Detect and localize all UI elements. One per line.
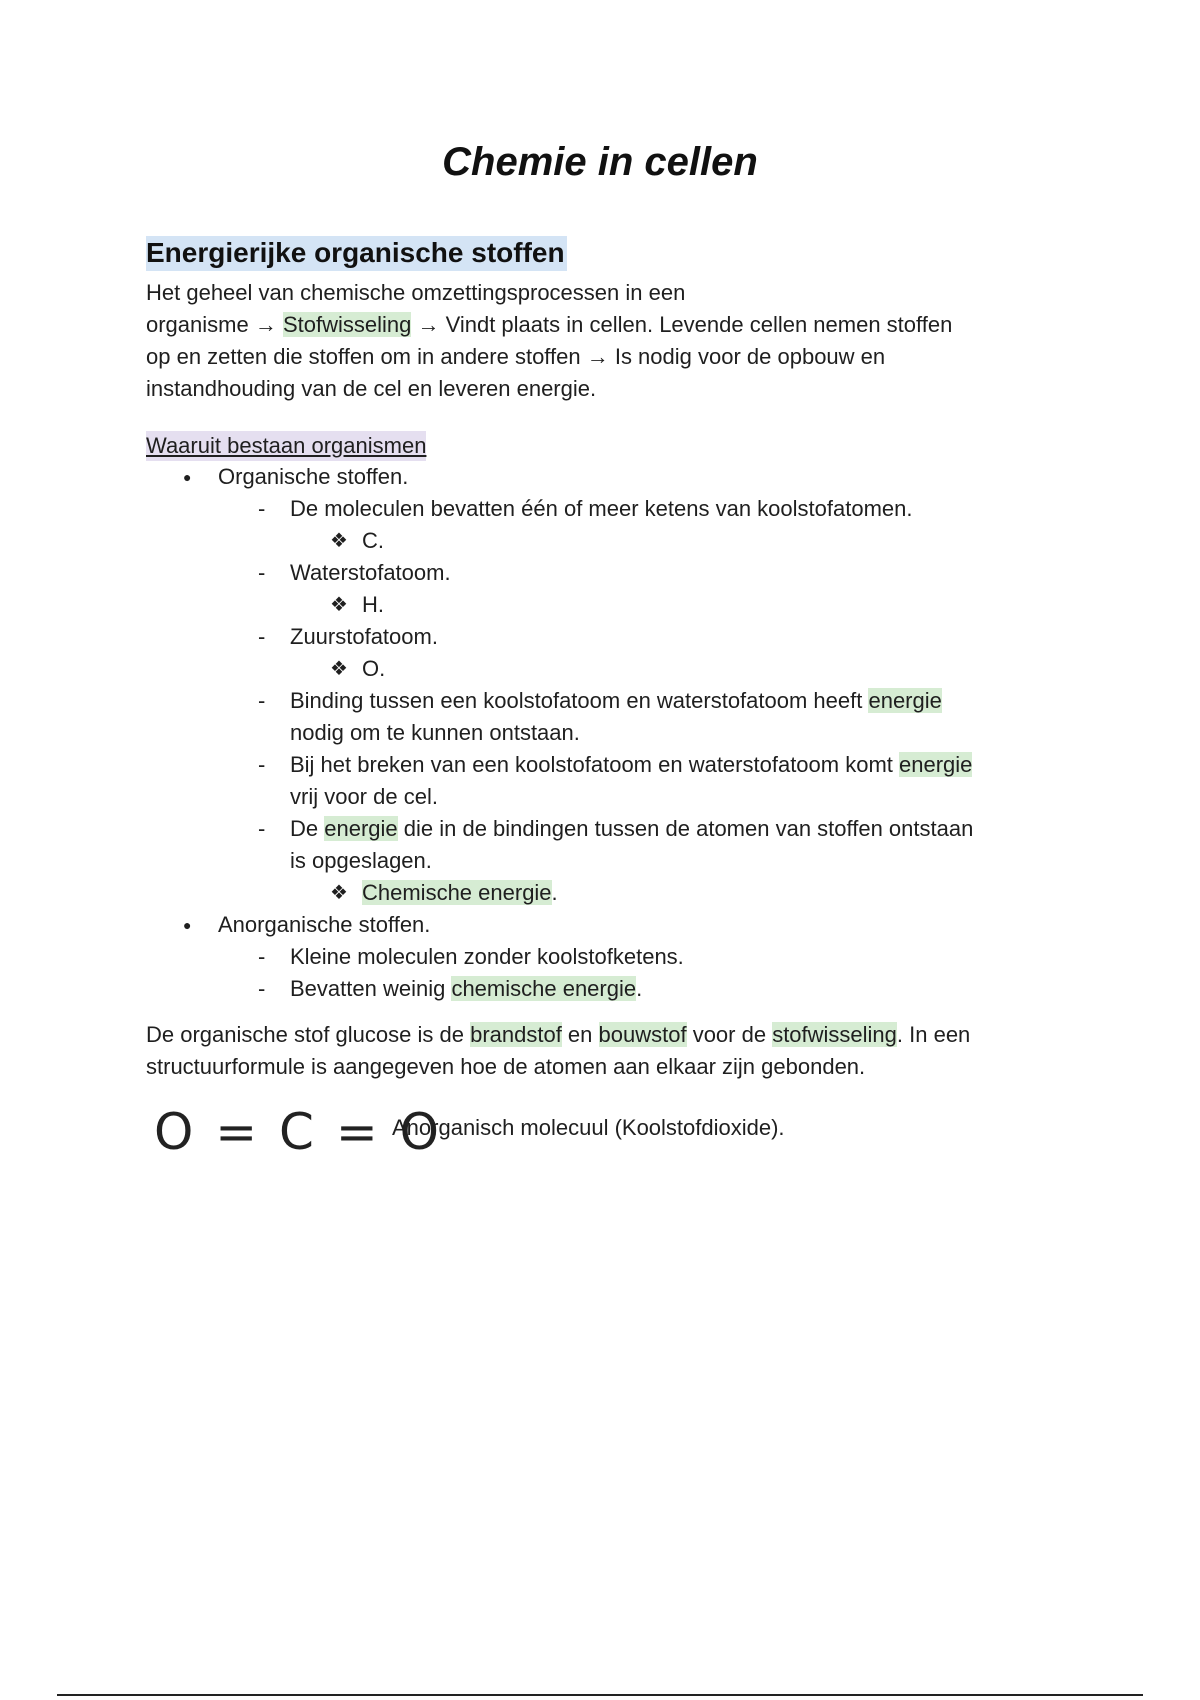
dash-icon: - (258, 944, 266, 969)
sub-item (218, 813, 1066, 909)
sub-item-text: De (290, 816, 325, 841)
diamond-icon: ❖ (330, 658, 348, 680)
dash-icon: - (258, 976, 266, 1001)
list-item-inorganic (146, 909, 1066, 1005)
sub-item-text: Zuurstofatoom. (290, 624, 438, 649)
list-item-label: Anorganische stoffen. (218, 912, 431, 937)
intro-text: → Vindt plaats in cellen. Levende cellen nemen stoffen (411, 312, 953, 337)
dash-icon: - (258, 688, 266, 713)
sub-sublist (290, 877, 1066, 909)
dash-icon: - (258, 816, 266, 841)
sub-sub-item-text: . (551, 880, 558, 905)
intro-paragraph (146, 277, 1066, 405)
highlight-bouwstof: bouwstof (598, 1022, 687, 1047)
sub-item-text: nodig om te kunnen ontstaan. (290, 720, 580, 745)
bullet-icon: ● (183, 469, 192, 485)
glucose-paragraph (146, 1019, 1066, 1083)
sub-item (218, 973, 1066, 1005)
sub-item (218, 621, 1066, 685)
dash-icon: - (258, 496, 266, 521)
sub-item-text: Bij het breken van een koolstofatoom en waterstofatoom komt (290, 752, 899, 777)
paragraph-text: en (561, 1022, 599, 1047)
subsection-heading: Waaruit bestaan organismen (146, 431, 426, 461)
paragraph-text: structuurformule is aangegeven hoe de atomen aan elkaar zijn gebonden. (146, 1054, 866, 1079)
highlight-chemische-energie: Chemische energie (362, 880, 552, 905)
list-item-label: Organische stoffen. (218, 464, 409, 489)
sub-sublist (290, 589, 1066, 621)
list-item-organic (146, 461, 1066, 909)
sub-item-text: Bevatten weinig (290, 976, 452, 1001)
intro-line: instandhouding van de cel en leveren energie. (146, 376, 597, 401)
dash-icon: - (258, 560, 266, 585)
organic-sublist (218, 493, 1066, 909)
inorganic-sublist (218, 941, 1066, 1005)
sub-item-text: Waterstofatoom. (290, 560, 451, 585)
highlight-stofwisseling: Stofwisseling (282, 312, 412, 337)
sub-sub-item-text: H. (362, 592, 384, 617)
highlight-brandstof: brandstof (470, 1022, 562, 1047)
sub-item-text: . (636, 976, 643, 1001)
page-bottom-divider (57, 1694, 1143, 1696)
sub-sub-item (290, 877, 1066, 909)
sub-item-text: vrij voor de cel. (290, 784, 438, 809)
formula-row (146, 1103, 1066, 1173)
page-title: Chemie in cellen (442, 140, 758, 184)
dash-icon: - (258, 624, 266, 649)
sub-sub-item-text: O. (362, 656, 386, 681)
sub-sub-item (290, 589, 1066, 621)
sub-sublist (290, 525, 1066, 557)
sub-item-text: De moleculen bevatten één of meer ketens van koolstofatomen. (290, 496, 913, 521)
intro-text: organisme → (146, 312, 283, 337)
sub-sub-item (290, 525, 1066, 557)
diamond-icon: ❖ (330, 530, 348, 552)
sub-item (218, 941, 1066, 973)
dash-icon: - (258, 752, 266, 777)
highlight-energie: energie (899, 752, 973, 777)
diamond-icon: ❖ (330, 882, 348, 904)
sub-sub-item-text: C. (362, 528, 384, 553)
paragraph-text: De organische stof glucose is de (146, 1022, 471, 1047)
sub-item-text: Binding tussen een koolstofatoom en waterstofatoom heeft (290, 688, 869, 713)
highlight-stofwisseling: stofwisseling (772, 1022, 897, 1047)
highlight-energie: energie (868, 688, 942, 713)
sub-item-text: die in de bindingen tussen de atomen van stoffen ontstaan (397, 816, 974, 841)
sub-sub-item (290, 653, 1066, 685)
section-heading: Energierijke organische stoffen (146, 236, 567, 271)
document-body (146, 236, 1066, 1173)
sub-item-text: Kleine moleculen zonder koolstofketens. (290, 944, 684, 969)
intro-line: Het geheel van chemische omzettingsprocessen in een (146, 280, 686, 305)
sub-item-text: is opgeslagen. (290, 848, 432, 873)
co2-structure-formula: O = C = O (154, 1103, 442, 1161)
bullet-icon: ● (183, 917, 192, 933)
highlight-chemische-energie: chemische energie (451, 976, 637, 1001)
sub-sublist (290, 653, 1066, 685)
formula-caption: Anorganisch molecuul (Koolstofdioxide). (392, 1115, 785, 1140)
diamond-icon: ❖ (330, 594, 348, 616)
intro-line: op en zetten die stoffen om in andere stoffen → Is nodig voor de opbouw en (146, 344, 886, 369)
paragraph-text: . In een (896, 1022, 971, 1047)
sub-item (218, 557, 1066, 621)
organism-list (146, 461, 1066, 1005)
sub-item (218, 685, 1066, 749)
sub-item (218, 749, 1066, 813)
sub-item (218, 493, 1066, 557)
paragraph-text: voor de (686, 1022, 773, 1047)
highlight-energie: energie (324, 816, 398, 841)
